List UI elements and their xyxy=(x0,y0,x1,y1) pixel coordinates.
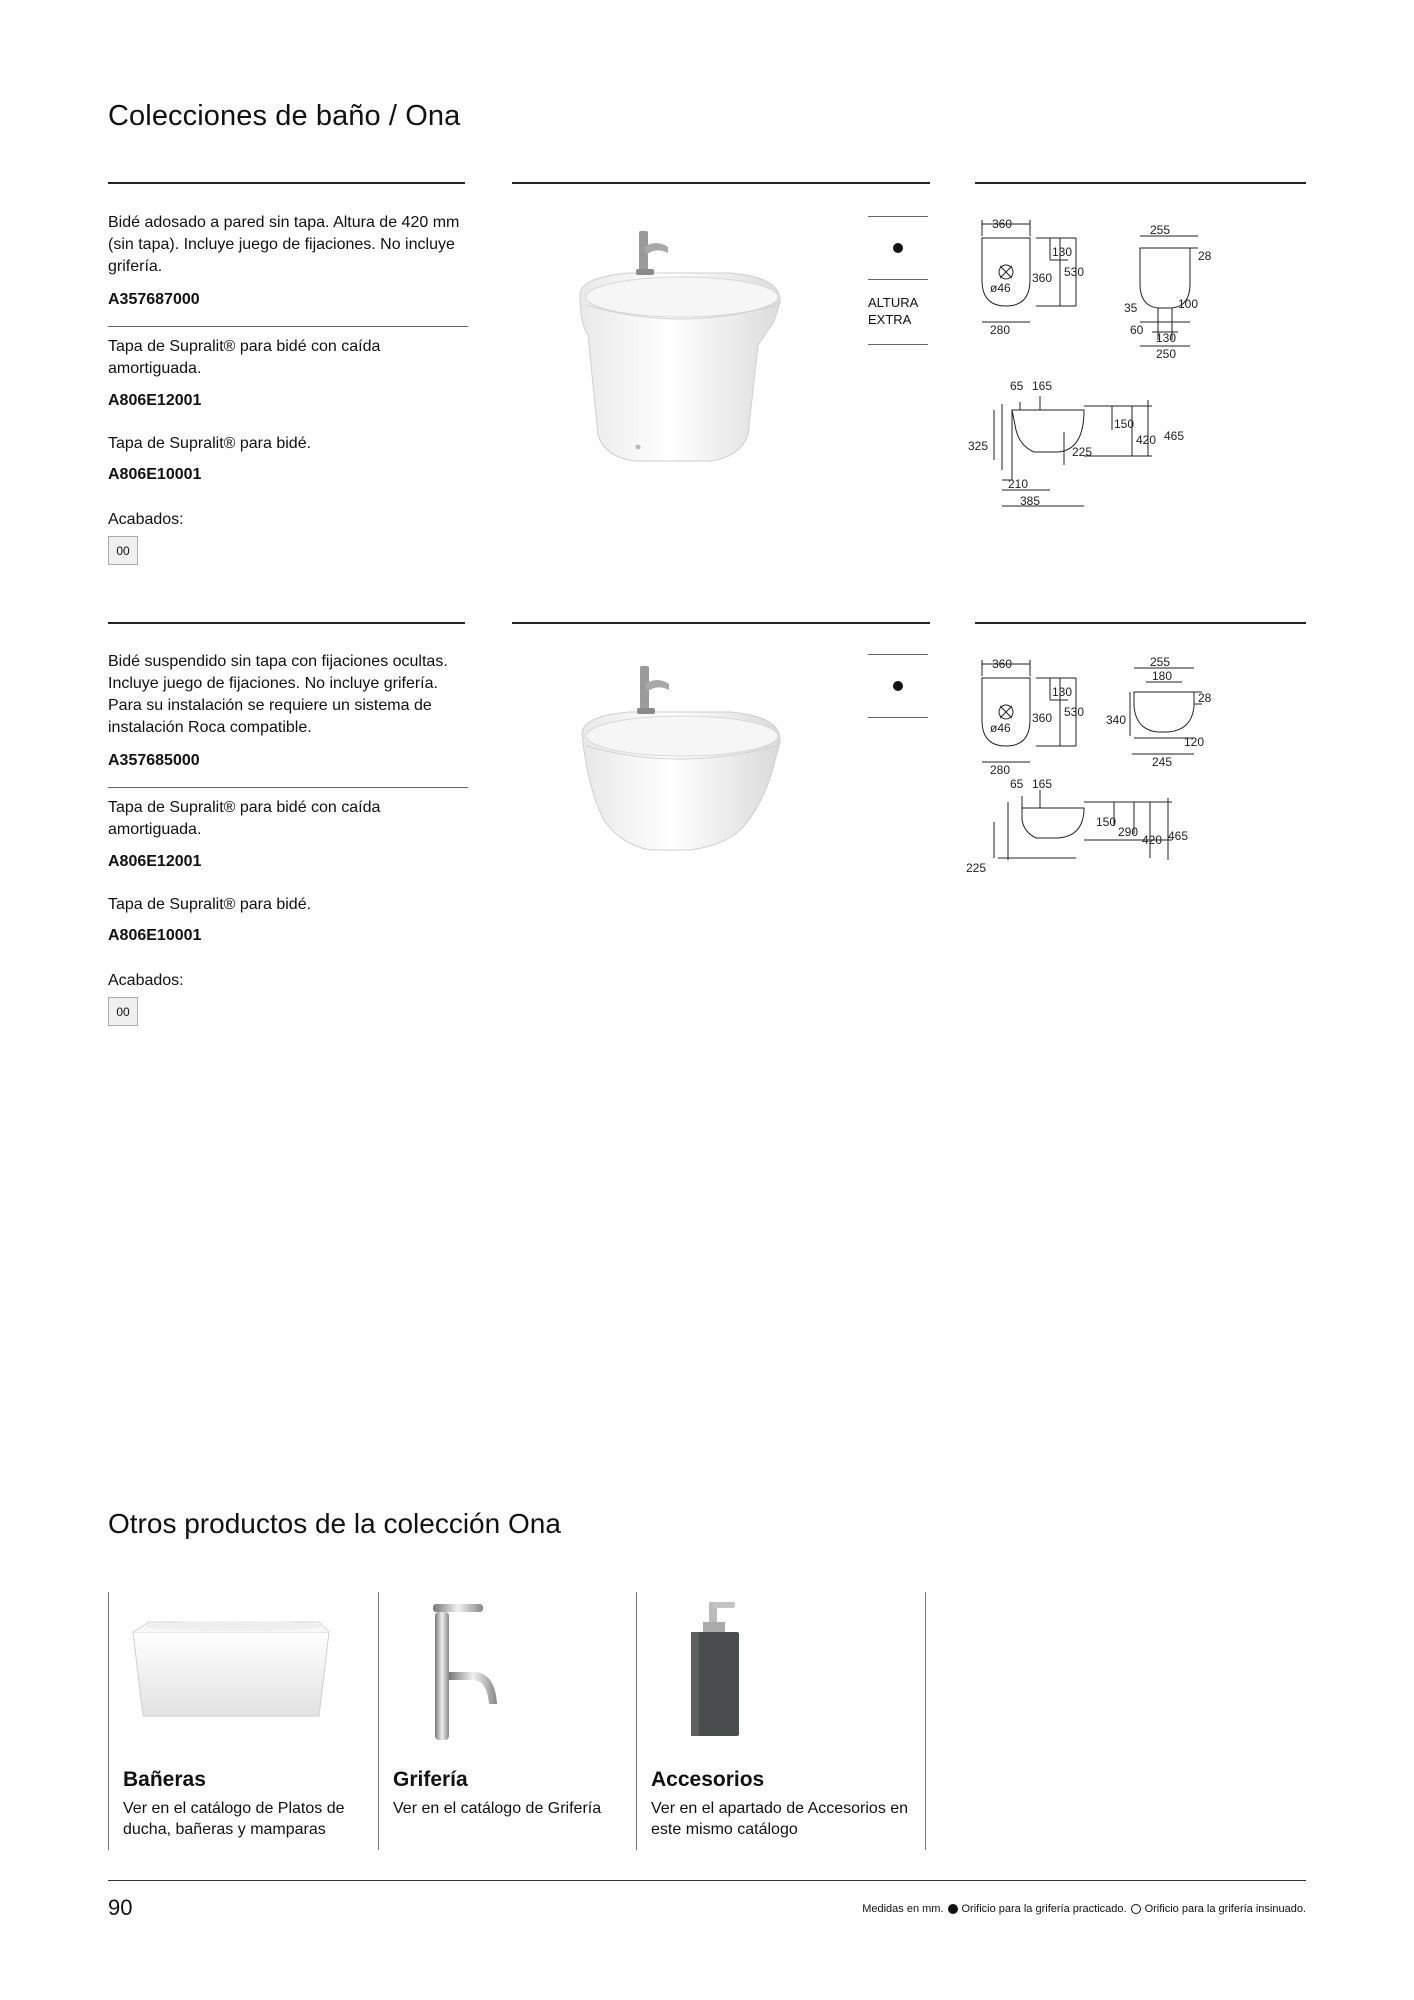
dim: 225 xyxy=(1072,445,1093,459)
dim: 360 xyxy=(992,657,1013,671)
dim: ø46 xyxy=(990,721,1011,735)
dim: 360 xyxy=(1032,271,1053,285)
filled-dot-icon xyxy=(948,1904,958,1914)
dim: 530 xyxy=(1064,705,1085,719)
divider xyxy=(868,654,928,655)
bathtub-image xyxy=(119,1592,339,1742)
finish-swatch[interactable]: 00 xyxy=(108,536,138,565)
accessory-code: A806E10001 xyxy=(108,466,202,483)
accessory-code: A806E12001 xyxy=(108,392,202,409)
accessory-description: Tapa de Supralit® para bidé con caída amortiguada. xyxy=(108,799,381,838)
dim: 130 xyxy=(1052,685,1073,699)
dim: 280 xyxy=(990,763,1011,777)
dim: 28 xyxy=(1198,691,1212,705)
technical-drawing-2 xyxy=(966,650,1212,900)
dim: 65 xyxy=(1010,379,1024,393)
dim: 180 xyxy=(1152,669,1173,683)
product-code: A357687000 xyxy=(108,291,200,308)
soap-dispenser-image xyxy=(651,1592,871,1742)
filled-hole-icon xyxy=(893,243,903,253)
divider xyxy=(108,622,465,624)
dim: 165 xyxy=(1032,379,1053,393)
dim: 28 xyxy=(1198,249,1212,263)
finish-swatch[interactable]: 00 xyxy=(108,997,138,1026)
divider xyxy=(512,622,930,624)
dim: 360 xyxy=(992,217,1013,231)
page-number: 90 xyxy=(108,1895,133,1920)
dim: 280 xyxy=(990,323,1011,337)
divider xyxy=(512,182,930,184)
accessory-description: Tapa de Supralit® para bidé. xyxy=(108,435,312,452)
dim: 255 xyxy=(1150,223,1171,237)
hollow-dot-icon xyxy=(1131,1904,1141,1914)
dim: 250 xyxy=(1156,347,1177,361)
divider xyxy=(868,344,928,345)
card-baneras[interactable] xyxy=(108,1592,378,1850)
bidet-floor-image xyxy=(560,225,790,470)
dim: 165 xyxy=(1032,777,1053,791)
dim: 60 xyxy=(1130,323,1144,337)
product-2-info xyxy=(108,651,468,1026)
card-text: Ver en el catálogo de Grifería xyxy=(393,1800,602,1817)
tag-line: ALTURA xyxy=(868,295,919,310)
legend-filled: Orificio para la grifería practicado. xyxy=(961,1903,1127,1915)
finishes-label: Acabados: xyxy=(108,511,184,528)
dim: 290 xyxy=(1118,825,1139,839)
dim: 340 xyxy=(1106,713,1127,727)
card-title: Accesorios xyxy=(651,1768,765,1791)
divider xyxy=(975,622,1306,624)
bidet-wall-hung-image xyxy=(560,660,790,870)
dim: 225 xyxy=(966,861,987,875)
divider xyxy=(975,182,1306,184)
card-title: Bañeras xyxy=(123,1768,206,1791)
accessory-code: A806E10001 xyxy=(108,927,202,944)
dim: 120 xyxy=(1184,735,1205,749)
accessory-description: Tapa de Supralit® para bidé con caída amortiguada. xyxy=(108,338,381,377)
dim: 65 xyxy=(1010,777,1024,791)
tag-line: EXTRA xyxy=(868,312,912,327)
card-accesorios[interactable] xyxy=(636,1592,926,1850)
dim: 150 xyxy=(1114,417,1135,431)
card-griferia[interactable] xyxy=(378,1592,636,1850)
product-code: A357685000 xyxy=(108,752,200,769)
dim: 420 xyxy=(1136,433,1157,447)
dim: ø46 xyxy=(990,281,1011,295)
dim: 360 xyxy=(1032,711,1053,725)
dim: 420 xyxy=(1142,833,1163,847)
dim: 150 xyxy=(1096,815,1117,829)
footer-divider xyxy=(108,1880,1306,1881)
divider xyxy=(868,717,928,718)
divider xyxy=(108,787,468,788)
divider xyxy=(868,279,928,280)
dim: 255 xyxy=(1150,655,1171,669)
accessory-description: Tapa de Supralit® para bidé. xyxy=(108,896,312,913)
dim: 245 xyxy=(1152,755,1173,769)
dim: 530 xyxy=(1064,265,1085,279)
card-text: Ver en el apartado de Accesorios en este mismo catálogo xyxy=(651,1800,909,1838)
product-1-info xyxy=(108,212,468,565)
divider xyxy=(108,182,465,184)
divider xyxy=(868,216,928,217)
page-title: Colecciones de baño / Ona xyxy=(108,100,461,132)
dim: 465 xyxy=(1164,429,1185,443)
filled-hole-icon xyxy=(893,681,903,691)
dim: 35 xyxy=(1124,301,1138,315)
technical-drawing-1 xyxy=(968,210,1212,510)
dim: 100 xyxy=(1178,297,1199,311)
product-description: Bidé suspendido sin tapa con fijaciones ocultas. Incluye juego de fijaciones. No incluye grifería. Para su instalación se requiere un sistema de instalación Roca compatible. xyxy=(108,653,448,736)
legend-prefix: Medidas en mm. xyxy=(862,1903,944,1915)
divider xyxy=(108,326,468,327)
product-description: Bidé adosado a pared sin tapa. Altura de 420 mm (sin tapa). Incluye juego de fijaciones. No incluye grifería. xyxy=(108,214,460,275)
extra-height-tag xyxy=(868,294,918,328)
faucet-image xyxy=(393,1592,613,1742)
dim: 130 xyxy=(1156,331,1177,345)
dim: 130 xyxy=(1052,245,1073,259)
dim: 465 xyxy=(1168,829,1189,843)
footer-legend xyxy=(862,1903,1306,1915)
dim: 325 xyxy=(968,439,989,453)
card-text: Ver en el catálogo de Platos de ducha, bañeras y mamparas xyxy=(123,1800,345,1838)
accessory-code: A806E12001 xyxy=(108,853,202,870)
dim: 210 xyxy=(1008,477,1029,491)
card-title: Grifería xyxy=(393,1768,468,1791)
section-title: Otros productos de la colección Ona xyxy=(108,1508,561,1539)
dim: 385 xyxy=(1020,494,1041,508)
legend-hollow: Orificio para la grifería insinuado. xyxy=(1144,1903,1306,1915)
finishes-label: Acabados: xyxy=(108,972,184,989)
